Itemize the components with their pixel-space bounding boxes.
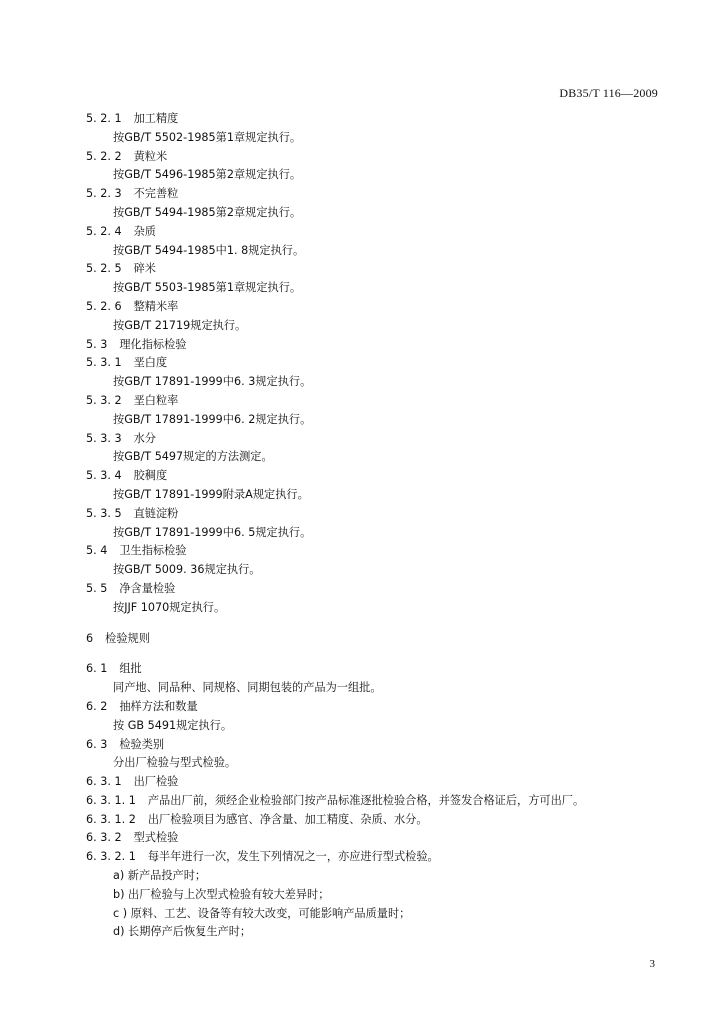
clause-content: 按GB/T 17891-1999附录A规定执行。 xyxy=(113,487,309,501)
clause-content: 净含量检验 xyxy=(119,581,176,595)
clause-heading xyxy=(86,848,666,867)
clause-content: 卫生指标检验 xyxy=(119,544,187,558)
clause-heading xyxy=(86,811,666,830)
clause-heading xyxy=(86,392,666,411)
clause-text xyxy=(86,679,666,698)
clause-content: 按GB/T 21719规定执行。 xyxy=(113,318,247,332)
clause-content: 产品出厂前，须经企业检验部门按产品标准逐批检验合格，并签发合格证后，方可出厂。 xyxy=(147,793,585,807)
clause-text xyxy=(86,166,666,185)
clause-content: 水分 xyxy=(133,431,156,445)
clause-content: d) 长期停产后恢复生产时； xyxy=(113,925,252,939)
clause-number: 6. 3. 2 xyxy=(86,831,122,845)
clause-content: 胶稠度 xyxy=(133,469,168,483)
clause-heading xyxy=(86,792,666,811)
clause-heading xyxy=(86,260,666,279)
clause-content: 按JJF 1070规定执行。 xyxy=(113,600,226,614)
clause-content: 按GB/T 5496-1985第2章规定执行。 xyxy=(113,168,302,182)
clause-content: 按GB/T 17891-1999中6. 3规定执行。 xyxy=(113,375,312,389)
clause-text xyxy=(86,204,666,223)
clause-content: 按GB/T 5494-1985第2章规定执行。 xyxy=(113,205,302,219)
clause-heading xyxy=(86,505,666,524)
clause-heading xyxy=(86,580,666,599)
clause-heading xyxy=(86,298,666,317)
clause-heading xyxy=(86,829,666,848)
clause-content: 碎米 xyxy=(133,262,156,276)
clause-content: 垩白粒率 xyxy=(133,393,179,407)
clause-content: 整精米率 xyxy=(133,299,179,313)
clause-content: 垩白度 xyxy=(133,356,168,370)
clause-number: 6 xyxy=(86,631,94,645)
clause-heading xyxy=(86,630,666,649)
clause-text xyxy=(86,599,666,618)
clause-heading xyxy=(86,185,666,204)
clause-content: 同产地、同品种、同规格、同期包装的产品为一组批。 xyxy=(113,681,382,695)
document-code: DB35/T 116—2009 xyxy=(559,86,658,100)
clause-number: 5. 3. 4 xyxy=(86,469,122,483)
clause-content: 黄粒米 xyxy=(133,149,168,163)
clause-content: 出厂检验 xyxy=(133,775,179,789)
clause-number: 5. 2. 4 xyxy=(86,224,122,238)
clause-heading xyxy=(86,110,666,129)
clause-content: 组批 xyxy=(119,662,142,676)
clause-number: 5. 3. 2 xyxy=(86,393,122,407)
clause-content: 杂质 xyxy=(133,224,156,238)
clause-content: 按GB/T 5503-1985第1章规定执行。 xyxy=(113,281,302,295)
clause-content: 理化指标检验 xyxy=(119,337,187,351)
clause-content: 按GB/T 5494-1985中1. 8规定执行。 xyxy=(113,243,305,257)
header-divider xyxy=(86,104,658,105)
clause-content: 分出厂检验与型式检验。 xyxy=(113,756,237,770)
clause-number: 6. 3. 1 xyxy=(86,775,122,789)
clause-number: 6. 3. 1. 2 xyxy=(86,812,136,826)
clause-text xyxy=(86,754,666,773)
clause-text xyxy=(86,242,666,261)
clause-number: 6. 3 xyxy=(86,737,108,751)
clause-content: 按GB/T 5502-1985第1章规定执行。 xyxy=(113,130,302,144)
clause-text xyxy=(86,923,666,942)
clause-text xyxy=(86,524,666,543)
clause-text xyxy=(86,867,666,886)
clause-number: 5. 5 xyxy=(86,581,108,595)
clause-number: 6. 1 xyxy=(86,662,108,676)
page-number: 3 xyxy=(649,958,655,970)
clause-text xyxy=(86,317,666,336)
clause-content: a) 新产品投产时； xyxy=(113,869,207,883)
clause-text xyxy=(86,279,666,298)
clause-content: 检验规则 xyxy=(105,631,150,645)
clause-heading xyxy=(86,354,666,373)
clause-heading xyxy=(86,336,666,355)
clause-number: 5. 2. 1 xyxy=(86,112,122,125)
clause-text xyxy=(86,905,666,924)
clause-content: 按GB/T 17891-1999中6. 2规定执行。 xyxy=(113,412,312,426)
clause-content: 检验类别 xyxy=(119,737,165,751)
clause-heading xyxy=(86,223,666,242)
clause-text xyxy=(86,717,666,736)
clause-content: 按GB/T 5497规定的方法测定。 xyxy=(113,450,273,464)
clause-text xyxy=(86,886,666,905)
clause-content: 直链淀粉 xyxy=(133,506,179,520)
clause-heading xyxy=(86,736,666,755)
clause-text xyxy=(86,448,666,467)
clause-content: 型式检验 xyxy=(133,831,179,845)
clause-content: 出厂检验项目为感官、净含量、加工精度、杂质、水分。 xyxy=(147,812,428,826)
clause-content: 抽样方法和数量 xyxy=(119,699,198,713)
clause-heading xyxy=(86,467,666,486)
clause-heading xyxy=(86,430,666,449)
clause-heading xyxy=(86,542,666,561)
clause-text xyxy=(86,129,666,148)
clause-heading xyxy=(86,698,666,717)
clause-text xyxy=(86,561,666,580)
clause-number: 6. 3. 2. 1 xyxy=(86,850,136,864)
clause-text xyxy=(86,411,666,430)
clause-content: 不完善粒 xyxy=(133,187,179,201)
clause-content: b) 出厂检验与上次型式检验有较大差异时； xyxy=(113,887,330,901)
clause-number: 5. 2. 3 xyxy=(86,187,122,201)
clause-number: 5. 2. 6 xyxy=(86,299,122,313)
clause-number: 6. 2 xyxy=(86,699,108,713)
clause-number: 5. 3. 3 xyxy=(86,431,122,445)
clause-number: 5. 3. 5 xyxy=(86,506,122,520)
clause-content: 按GB/T 17891-1999中6. 5规定执行。 xyxy=(113,525,312,539)
clause-text xyxy=(86,486,666,505)
clause-number: 5. 2. 5 xyxy=(86,262,122,276)
clause-text xyxy=(86,373,666,392)
clause-content: c ) 原料、工艺、设备等有较大改变，可能影响产品质量时； xyxy=(113,906,411,920)
clause-content: 按GB/T 5009. 36规定执行。 xyxy=(113,563,261,577)
clause-number: 5. 4 xyxy=(86,544,108,558)
clause-heading xyxy=(86,773,666,792)
clause-content: 每半年进行一次，发生下列情况之一，亦应进行型式检验。 xyxy=(147,850,439,864)
clause-content: 加工精度 xyxy=(133,112,179,125)
clause-heading xyxy=(86,660,666,679)
clause-number: 5. 3 xyxy=(86,337,108,351)
document-body xyxy=(86,110,666,942)
clause-number: 5. 3. 1 xyxy=(86,356,122,370)
clause-number: 6. 3. 1. 1 xyxy=(86,793,136,807)
clause-number: 5. 2. 2 xyxy=(86,149,122,163)
clause-heading xyxy=(86,148,666,167)
clause-content: 按 GB 5491规定执行。 xyxy=(113,718,233,732)
